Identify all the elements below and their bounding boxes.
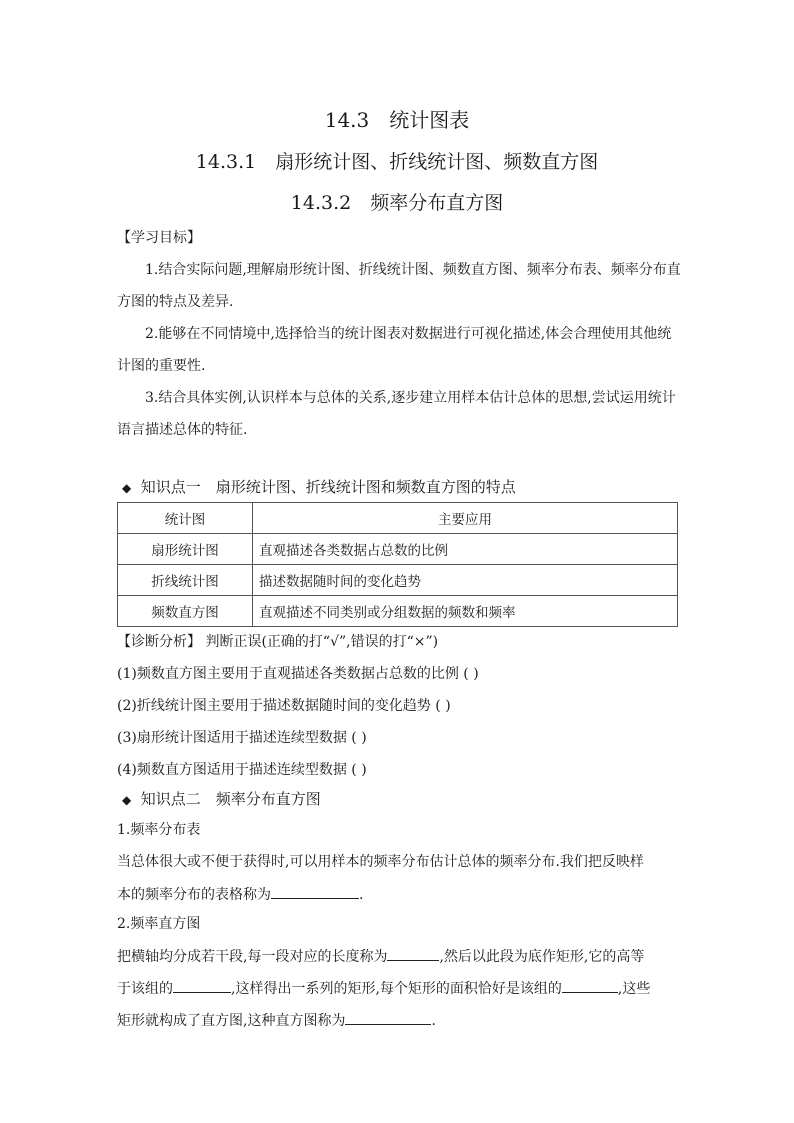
section-2-line-2: [117, 978, 650, 999]
goal-1-line-2: 方图的特点及差异.: [117, 294, 234, 310]
table-cell: 折线统计图: [118, 565, 253, 596]
diamond-marker-icon: ◆: [122, 793, 132, 807]
table-header-row: [118, 503, 678, 534]
table-cell: 直观描述各类数据占总数的比例: [253, 534, 678, 565]
text-run: 本的频率分布的表格称为: [117, 887, 271, 903]
section-1-line-2: [117, 884, 363, 905]
knowledge-point-2-title: 知识点二 频率分布直方图: [140, 790, 321, 808]
text-run: 于该组的: [117, 981, 173, 997]
diamond-marker-icon: ◆: [122, 481, 132, 495]
table-header-usage: 主要应用: [253, 503, 678, 534]
goal-1-line-1: 1.结合实际问题,理解扇形统计图、折线统计图、频数直方图、频率分布表、频率分布直: [145, 262, 681, 278]
table-cell: 直观描述不同类别或分组数据的频数和频率: [253, 596, 678, 627]
fill-blank[interactable]: [173, 978, 231, 993]
table-row: [118, 534, 678, 565]
text-run: .: [431, 1013, 436, 1029]
goal-2-line-2: 计图的重要性.: [117, 358, 206, 374]
table-cell: 扇形统计图: [118, 534, 253, 565]
subtitle-1: 14.3.1 扇形统计图、折线统计图、频数直方图: [195, 151, 599, 173]
knowledge-point-1-title: 知识点一 扇形统计图、折线统计图和频数直方图的特点: [140, 478, 516, 496]
knowledge-point-1-heading: [122, 477, 516, 498]
text-run: 把横轴均分成若干段,每一段对应的长度称为: [117, 949, 388, 965]
fill-blank[interactable]: [271, 884, 359, 899]
text-run: ,然后以此段为底作矩形,它的高等: [439, 949, 645, 965]
table-cell: 描述数据随时间的变化趋势: [253, 565, 678, 596]
table-header-chart: 统计图: [118, 503, 253, 534]
goal-2-line-1: 2.能够在不同情境中,选择恰当的统计图表对数据进行可视化描述,体会合理使用其他统: [145, 326, 672, 342]
table-row: [118, 596, 678, 627]
text-run: ,这样得出一系列的矩形,每个矩形的面积恰好是该组的: [231, 981, 562, 997]
main-title: 14.3 统计图表: [324, 108, 470, 132]
section-1-line-1: 当总体很大或不便于获得时,可以用样本的频率分布估计总体的频率分布.我们把反映样: [117, 854, 644, 870]
section-2-line-1: [117, 946, 644, 967]
question-2: (2)折线统计图主要用于描述数据随时间的变化趋势 ( ): [117, 698, 451, 714]
knowledge-point-2-heading: [122, 789, 321, 810]
subtitle-2: 14.3.2 频率分布直方图: [290, 192, 504, 214]
table-row: [118, 565, 678, 596]
chart-comparison-table: [117, 502, 678, 627]
fill-blank[interactable]: [345, 1010, 431, 1025]
diagnosis-instruction: 判断正误(正确的打“√”,错误的打“×”): [205, 634, 439, 650]
text-run: .: [359, 887, 364, 903]
question-1: (1)频数直方图主要用于直观描述各类数据占总数的比例 ( ): [117, 666, 479, 682]
question-3: (3)扇形统计图适用于描述连续型数据 ( ): [117, 730, 367, 746]
question-4: (4)频数直方图适用于描述连续型数据 ( ): [117, 762, 367, 778]
goal-3-line-2: 语言描述总体的特征.: [117, 422, 248, 438]
diagnosis-heading: [117, 632, 438, 652]
table-cell: 频数直方图: [118, 596, 253, 627]
fill-blank[interactable]: [562, 978, 618, 993]
goal-3-line-1: 3.结合具体实例,认识样本与总体的关系,逐步建立用样本估计总体的思想,尝试运用统计: [145, 390, 676, 406]
section-2-title: 2.频率直方图: [117, 916, 201, 932]
diagnosis-label: 【诊断分析】: [117, 634, 201, 650]
section-1-title: 1.频率分布表: [117, 822, 201, 838]
fill-blank[interactable]: [387, 946, 439, 961]
goals-heading: 【学习目标】: [117, 230, 201, 246]
text-run: ,这些: [617, 981, 651, 997]
section-2-line-3: [117, 1010, 436, 1031]
text-run: 矩形就构成了直方图,这种直方图称为: [117, 1013, 346, 1029]
